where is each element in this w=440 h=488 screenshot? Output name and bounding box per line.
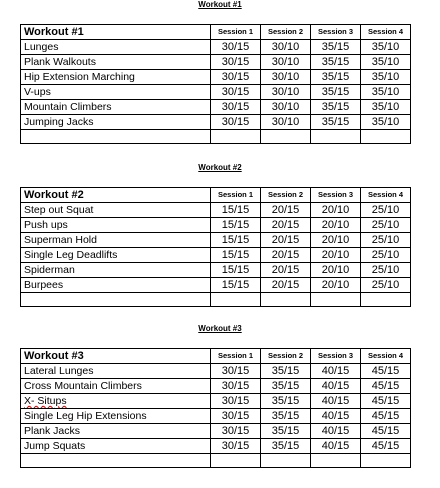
session-value: 20/10	[311, 278, 361, 293]
exercise-name: Single Leg Hip Extensions	[21, 409, 211, 424]
session-value: 20/15	[261, 218, 311, 233]
session-value: 40/15	[311, 394, 361, 409]
exercise-name: Jumping Jacks	[21, 115, 211, 130]
session-1-header: Session 1	[211, 188, 261, 203]
table-row	[21, 218, 411, 233]
session-value: 15/15	[211, 218, 261, 233]
session-value: 45/15	[361, 379, 411, 394]
table-row	[21, 248, 411, 263]
blank-cell	[21, 454, 211, 468]
session-value: 15/15	[211, 203, 261, 218]
session-value: 30/10	[261, 115, 311, 130]
blank-cell	[261, 130, 311, 144]
session-value: 30/15	[211, 364, 261, 379]
blank-cell	[211, 293, 261, 307]
blank-cell	[261, 293, 311, 307]
exercise-name-text: X- Situps	[24, 395, 67, 407]
table-row	[21, 85, 411, 100]
session-value: 20/10	[311, 203, 361, 218]
session-value: 30/15	[211, 100, 261, 115]
table-row	[21, 424, 411, 439]
table-header-row	[21, 188, 411, 203]
session-1-header: Session 1	[211, 349, 261, 364]
workout-2-header: Workout #2	[21, 188, 211, 203]
workout-2-table	[20, 187, 411, 307]
session-4-header: Session 4	[361, 349, 411, 364]
blank-cell	[311, 293, 361, 307]
session-value: 15/15	[211, 248, 261, 263]
workout-3-title: Workout #3	[198, 324, 242, 333]
session-value: 30/10	[261, 40, 311, 55]
session-1-header: Session 1	[211, 25, 261, 40]
blank-cell	[261, 454, 311, 468]
session-value: 35/10	[361, 70, 411, 85]
table-row	[21, 439, 411, 454]
session-value: 20/10	[311, 248, 361, 263]
workout-1-title: Workout #1	[198, 0, 242, 9]
session-value: 25/10	[361, 233, 411, 248]
exercise-name	[21, 394, 211, 409]
table-header-row	[21, 349, 411, 364]
session-value: 35/15	[261, 394, 311, 409]
session-value: 30/15	[211, 379, 261, 394]
session-value: 20/15	[261, 203, 311, 218]
exercise-name: Lunges	[21, 40, 211, 55]
session-value: 15/15	[211, 233, 261, 248]
exercise-name: Mountain Climbers	[21, 100, 211, 115]
session-value: 25/10	[361, 248, 411, 263]
session-value: 40/15	[311, 364, 361, 379]
session-4-header: Session 4	[361, 188, 411, 203]
blank-cell	[311, 130, 361, 144]
blank-cell	[21, 130, 211, 144]
session-value: 30/15	[211, 70, 261, 85]
blank-row	[21, 130, 411, 144]
workout-1-table	[20, 24, 411, 144]
exercise-name: Lateral Lunges	[21, 364, 211, 379]
session-value: 45/15	[361, 364, 411, 379]
table-row	[21, 379, 411, 394]
blank-row	[21, 454, 411, 468]
session-value: 20/10	[311, 218, 361, 233]
session-4-header: Session 4	[361, 25, 411, 40]
session-value: 35/15	[261, 409, 311, 424]
session-value: 35/10	[361, 40, 411, 55]
session-value: 35/15	[261, 439, 311, 454]
session-value: 25/10	[361, 218, 411, 233]
table-row	[21, 394, 411, 409]
session-value: 25/10	[361, 203, 411, 218]
exercise-name: Burpees	[21, 278, 211, 293]
table-row	[21, 203, 411, 218]
exercise-name: Hip Extension Marching	[21, 70, 211, 85]
session-value: 25/10	[361, 278, 411, 293]
session-value: 30/10	[261, 70, 311, 85]
session-value: 30/15	[211, 55, 261, 70]
table-header-row	[21, 25, 411, 40]
session-value: 35/10	[361, 85, 411, 100]
session-2-header: Session 2	[261, 188, 311, 203]
session-value: 25/10	[361, 263, 411, 278]
table-row	[21, 55, 411, 70]
session-value: 40/15	[311, 424, 361, 439]
session-value: 30/15	[211, 85, 261, 100]
session-value: 20/15	[261, 263, 311, 278]
blank-cell	[361, 130, 411, 144]
session-value: 35/15	[311, 100, 361, 115]
session-value: 30/15	[211, 409, 261, 424]
session-value: 45/15	[361, 394, 411, 409]
exercise-name: Jump Squats	[21, 439, 211, 454]
table-row	[21, 263, 411, 278]
blank-cell	[311, 454, 361, 468]
exercise-name: Single Leg Deadlifts	[21, 248, 211, 263]
session-value: 30/15	[211, 115, 261, 130]
session-value: 15/15	[211, 263, 261, 278]
blank-row	[21, 293, 411, 307]
session-value: 45/15	[361, 409, 411, 424]
session-value: 35/15	[311, 85, 361, 100]
session-value: 40/15	[311, 379, 361, 394]
session-value: 35/15	[261, 364, 311, 379]
blank-cell	[361, 293, 411, 307]
table-row	[21, 364, 411, 379]
session-value: 30/10	[261, 100, 311, 115]
exercise-name: Step out Squat	[21, 203, 211, 218]
exercise-name: Cross Mountain Climbers	[21, 379, 211, 394]
session-value: 30/15	[211, 424, 261, 439]
table-row	[21, 70, 411, 85]
session-value: 35/10	[361, 100, 411, 115]
session-value: 45/15	[361, 424, 411, 439]
exercise-name: Plank Jacks	[21, 424, 211, 439]
blank-cell	[21, 293, 211, 307]
session-value: 35/15	[311, 55, 361, 70]
blank-cell	[211, 130, 261, 144]
session-value: 30/15	[211, 40, 261, 55]
session-value: 30/15	[211, 394, 261, 409]
session-3-header: Session 3	[311, 188, 361, 203]
workout-3-table	[20, 348, 411, 468]
workout-2-title: Workout #2	[198, 163, 242, 172]
session-3-header: Session 3	[311, 349, 361, 364]
session-value: 45/15	[361, 439, 411, 454]
table-row	[21, 409, 411, 424]
session-value: 35/15	[311, 115, 361, 130]
exercise-name: Push ups	[21, 218, 211, 233]
session-3-header: Session 3	[311, 25, 361, 40]
exercise-name: Plank Walkouts	[21, 55, 211, 70]
session-value: 35/15	[311, 40, 361, 55]
session-value: 35/10	[361, 115, 411, 130]
session-value: 20/15	[261, 278, 311, 293]
session-value: 20/10	[311, 263, 361, 278]
session-value: 35/10	[361, 55, 411, 70]
table-row	[21, 233, 411, 248]
workout-1-header: Workout #1	[21, 25, 211, 40]
session-2-header: Session 2	[261, 25, 311, 40]
session-value: 20/15	[261, 233, 311, 248]
exercise-name: Spiderman	[21, 263, 211, 278]
exercise-name: Superman Hold	[21, 233, 211, 248]
session-value: 40/15	[311, 409, 361, 424]
session-value: 30/15	[211, 439, 261, 454]
session-value: 30/10	[261, 85, 311, 100]
session-value: 40/15	[311, 439, 361, 454]
session-value: 20/15	[261, 248, 311, 263]
session-value: 35/15	[261, 424, 311, 439]
session-2-header: Session 2	[261, 349, 311, 364]
session-value: 35/15	[261, 379, 311, 394]
blank-cell	[361, 454, 411, 468]
table-row	[21, 278, 411, 293]
workout-3-header: Workout #3	[21, 349, 211, 364]
exercise-name: V-ups	[21, 85, 211, 100]
table-row	[21, 100, 411, 115]
session-value: 30/10	[261, 55, 311, 70]
session-value: 35/15	[311, 70, 361, 85]
session-value: 15/15	[211, 278, 261, 293]
table-row	[21, 40, 411, 55]
table-row	[21, 115, 411, 130]
blank-cell	[211, 454, 261, 468]
session-value: 20/10	[311, 233, 361, 248]
